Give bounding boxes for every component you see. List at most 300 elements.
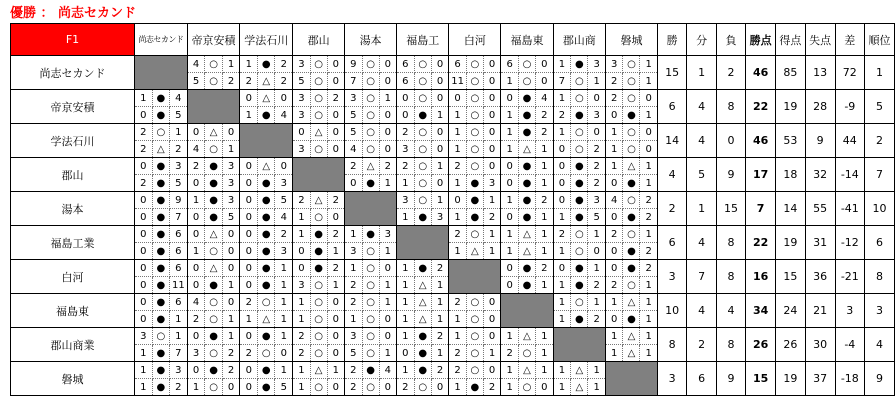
- score-for: 0: [606, 175, 623, 192]
- row-team-name: 郡山商業: [11, 328, 135, 362]
- score-against: 0: [327, 56, 344, 73]
- match-result-cell: [397, 192, 449, 226]
- stat-goals-for: 24: [776, 294, 806, 328]
- score-for: 2: [240, 294, 257, 311]
- col-header-team: 帝京安積: [187, 24, 240, 56]
- match-result-cell: [134, 226, 187, 260]
- result-mark: ○: [310, 90, 327, 107]
- score-against: 0: [436, 143, 444, 155]
- score-for: 3: [293, 141, 310, 158]
- self-match-cell: [240, 124, 293, 158]
- result-mark: △: [310, 192, 327, 209]
- stat-goals-for: 14: [776, 192, 806, 226]
- stat-losses: 8: [716, 90, 745, 124]
- result-mark: ●: [518, 107, 535, 124]
- score-against: 3: [593, 109, 600, 121]
- stat-points: 22: [746, 226, 776, 260]
- score-against: 0: [332, 75, 340, 87]
- score-for: 1: [293, 311, 310, 328]
- score-against: 2: [541, 109, 548, 121]
- score-for: 1: [240, 107, 257, 124]
- score-against: 4: [280, 211, 287, 223]
- result-mark: ○: [623, 141, 640, 158]
- result-mark: ○: [258, 345, 275, 362]
- result-mark: ○: [623, 90, 640, 107]
- score-for: 1: [345, 260, 362, 277]
- score-against: 2: [431, 328, 448, 345]
- result-mark: ●: [466, 209, 483, 226]
- stat-goals-against: 9: [805, 124, 835, 158]
- match-result-cell: [553, 158, 605, 192]
- score-for: 0: [449, 90, 466, 107]
- score-against: 1: [431, 294, 448, 311]
- col-header-stat: 勝: [657, 24, 686, 56]
- score-against: 1: [541, 279, 548, 291]
- result-mark: ○: [362, 90, 379, 107]
- score-for: 1: [293, 209, 310, 226]
- result-mark: ○: [414, 192, 431, 209]
- score-against: 1: [222, 328, 239, 345]
- score-against: 1: [275, 260, 292, 277]
- result-mark: ○: [205, 294, 222, 311]
- score-against: 1: [175, 313, 182, 325]
- score-for: 0: [501, 158, 518, 175]
- score-against: 2: [645, 211, 652, 223]
- score-for: 0: [397, 345, 414, 362]
- score-against: 0: [640, 90, 657, 107]
- match-result-cell: [240, 260, 293, 294]
- stat-points: 26: [746, 328, 776, 362]
- match-result-cell: [605, 192, 657, 226]
- result-mark: ●: [362, 362, 379, 379]
- match-result-cell: [605, 56, 657, 90]
- match-result-cell: [345, 328, 397, 362]
- match-result-cell: [501, 260, 553, 294]
- result-mark: ●: [258, 379, 275, 396]
- match-result-cell: [293, 124, 345, 158]
- result-mark: ○: [466, 73, 483, 90]
- match-result-cell: [605, 328, 657, 362]
- score-against: 1: [645, 279, 652, 291]
- match-result-cell: [240, 56, 293, 90]
- score-for: 3: [293, 90, 310, 107]
- result-mark: ●: [571, 311, 588, 328]
- stat-goals-against: 21: [805, 294, 835, 328]
- stat-draws: 7: [687, 260, 716, 294]
- score-against: 0: [483, 158, 500, 175]
- score-for: 1: [293, 226, 310, 243]
- score-for: 4: [188, 141, 205, 158]
- result-mark: ●: [414, 362, 431, 379]
- score-against: 0: [588, 90, 605, 107]
- score-against: 1: [536, 158, 553, 175]
- match-result-cell: [134, 294, 187, 328]
- score-against: 2: [593, 177, 600, 189]
- score-against: 1: [227, 279, 235, 291]
- result-mark: △: [518, 362, 535, 379]
- match-result-cell: [187, 124, 240, 158]
- stat-goals-for: 19: [776, 362, 806, 396]
- match-result-cell: [187, 362, 240, 396]
- score-for: 1: [293, 294, 310, 311]
- result-mark: ●: [152, 294, 169, 311]
- result-mark: ○: [571, 90, 588, 107]
- score-for: 2: [345, 294, 362, 311]
- score-against: 0: [593, 245, 600, 257]
- score-against: 0: [541, 381, 548, 393]
- score-for: 0: [135, 311, 152, 328]
- result-mark: ○: [310, 73, 327, 90]
- stat-rank: 7: [865, 158, 895, 192]
- score-for: 0: [240, 175, 257, 192]
- score-for: 0: [240, 362, 257, 379]
- result-mark: ○: [623, 277, 640, 294]
- score-against: 1: [645, 347, 652, 359]
- score-for: 2: [606, 226, 623, 243]
- match-result-cell: [134, 328, 187, 362]
- stat-wins: 4: [657, 158, 686, 192]
- score-against: 2: [275, 226, 292, 243]
- match-result-cell: [449, 158, 501, 192]
- stat-goals-for: 15: [776, 260, 806, 294]
- match-result-cell: [553, 124, 605, 158]
- stat-goals-against: 31: [805, 226, 835, 260]
- match-result-cell: [397, 124, 449, 158]
- score-for: 1: [554, 311, 571, 328]
- result-mark: ●: [466, 379, 483, 396]
- result-mark: ●: [466, 175, 483, 192]
- score-for: 1: [397, 328, 414, 345]
- score-for: 0: [501, 277, 518, 294]
- score-for: 2: [135, 141, 152, 158]
- result-mark: ○: [362, 328, 379, 345]
- score-for: 7: [554, 73, 571, 90]
- score-for: 6: [501, 56, 518, 73]
- score-against: 1: [483, 226, 500, 243]
- score-for: 3: [606, 56, 623, 73]
- result-mark: ●: [258, 192, 275, 209]
- stat-rank: 3: [865, 294, 895, 328]
- col-header-team: 磐城: [605, 24, 657, 56]
- score-for: 2: [449, 294, 466, 311]
- score-against: 0: [488, 75, 496, 87]
- score-against: 3: [169, 158, 186, 175]
- score-for: 2: [397, 379, 414, 396]
- match-result-cell: [134, 192, 187, 226]
- score-against: 0: [384, 313, 391, 325]
- match-result-cell: [449, 226, 501, 260]
- result-mark: ○: [362, 141, 379, 158]
- score-against: 2: [593, 313, 600, 325]
- score-for: 2: [554, 107, 571, 124]
- result-mark: ○: [466, 90, 483, 107]
- score-for: 0: [606, 243, 623, 260]
- champion-title: 優勝 ： 尚志セカンド: [10, 6, 137, 21]
- result-mark: △: [623, 158, 640, 175]
- result-mark: △: [258, 90, 275, 107]
- stat-draws: 1: [687, 56, 716, 90]
- score-against: 7: [175, 211, 182, 223]
- result-mark: ●: [310, 260, 327, 277]
- match-result-cell: [449, 362, 501, 396]
- score-for: 0: [240, 243, 257, 260]
- score-for: 3: [293, 277, 310, 294]
- result-mark: ●: [258, 107, 275, 124]
- score-for: 3: [188, 345, 205, 362]
- score-against: 2: [280, 75, 287, 87]
- score-for: 0: [606, 209, 623, 226]
- result-mark: ●: [518, 192, 535, 209]
- score-for: 5: [188, 73, 205, 90]
- score-for: 5: [345, 345, 362, 362]
- match-result-cell: [449, 124, 501, 158]
- result-mark: ○: [623, 192, 640, 209]
- result-mark: ○: [414, 379, 431, 396]
- result-mark: ●: [205, 328, 222, 345]
- score-against: 0: [483, 294, 500, 311]
- match-result-cell: [134, 158, 187, 192]
- result-mark: △: [623, 294, 640, 311]
- result-mark: ○: [518, 56, 535, 73]
- stat-goal-diff: -14: [835, 158, 865, 192]
- match-result-cell: [449, 90, 501, 124]
- result-mark: ○: [152, 328, 169, 345]
- score-against: 0: [332, 381, 340, 393]
- score-for: 1: [240, 311, 257, 328]
- score-for: 1: [449, 175, 466, 192]
- col-header-stat: 負: [716, 24, 745, 56]
- result-mark: ●: [623, 107, 640, 124]
- self-match-cell: [501, 294, 553, 328]
- stat-rank: 4: [865, 328, 895, 362]
- score-for: 0: [554, 141, 571, 158]
- match-result-cell: [134, 260, 187, 294]
- row-team-name: 福島東: [11, 294, 135, 328]
- result-mark: △: [623, 345, 640, 362]
- score-for: 0: [293, 260, 310, 277]
- score-against: 0: [275, 158, 292, 175]
- result-mark: ●: [152, 107, 169, 124]
- score-against: 2: [327, 226, 344, 243]
- team-row: [11, 56, 895, 90]
- stat-rank: 9: [865, 362, 895, 396]
- score-against: 1: [488, 347, 496, 359]
- col-header-team: 湯本: [345, 24, 397, 56]
- score-for: 1: [554, 379, 571, 396]
- score-for: 1: [397, 175, 414, 192]
- score-for: 2: [188, 158, 205, 175]
- score-against: 5: [280, 381, 287, 393]
- score-against: 0: [431, 124, 448, 141]
- score-for: 0: [188, 328, 205, 345]
- result-mark: ○: [571, 73, 588, 90]
- score-for: 0: [240, 158, 257, 175]
- team-row: [11, 362, 895, 396]
- score-for: 0: [135, 158, 152, 175]
- score-against: 1: [227, 313, 235, 325]
- score-for: 4: [606, 192, 623, 209]
- match-result-cell: [345, 158, 397, 192]
- score-against: 0: [227, 245, 235, 257]
- score-against: 0: [332, 143, 340, 155]
- score-against: 1: [332, 279, 340, 291]
- score-for: 9: [345, 56, 362, 73]
- result-mark: ○: [466, 124, 483, 141]
- result-mark: ○: [466, 226, 483, 243]
- score-against: 4: [536, 90, 553, 107]
- result-mark: ○: [310, 345, 327, 362]
- score-against: 2: [327, 260, 344, 277]
- score-for: 0: [240, 260, 257, 277]
- match-result-cell: [187, 56, 240, 90]
- result-mark: ●: [414, 209, 431, 226]
- match-result-cell: [605, 90, 657, 124]
- score-against: 0: [332, 109, 340, 121]
- score-against: 0: [332, 347, 340, 359]
- score-against: 1: [384, 279, 391, 291]
- result-mark: △: [414, 311, 431, 328]
- self-match-cell: [293, 158, 345, 192]
- score-against: 0: [483, 124, 500, 141]
- score-against: 0: [384, 109, 391, 121]
- stat-goals-for: 18: [776, 158, 806, 192]
- score-against: 1: [436, 313, 444, 325]
- score-for: 6: [397, 73, 414, 90]
- score-for: 0: [188, 124, 205, 141]
- match-result-cell: [397, 294, 449, 328]
- score-for: 0: [240, 328, 257, 345]
- row-team-name: 湯本: [11, 192, 135, 226]
- result-mark: △: [466, 243, 483, 260]
- stat-draws: 1: [687, 192, 716, 226]
- stat-goals-against: 37: [805, 362, 835, 396]
- stat-draws: 4: [687, 90, 716, 124]
- stat-wins: 2: [657, 192, 686, 226]
- stat-draws: 4: [687, 294, 716, 328]
- result-mark: ●: [362, 226, 379, 243]
- stat-rank: 1: [865, 56, 895, 90]
- stat-losses: 8: [716, 260, 745, 294]
- score-against: 0: [222, 260, 239, 277]
- result-mark: ○: [310, 277, 327, 294]
- match-result-cell: [345, 260, 397, 294]
- score-for: 1: [449, 243, 466, 260]
- score-against: 1: [436, 279, 444, 291]
- match-result-cell: [240, 90, 293, 124]
- stat-goal-diff: -12: [835, 226, 865, 260]
- match-result-cell: [345, 90, 397, 124]
- match-result-cell: [134, 124, 187, 158]
- result-mark: ●: [310, 243, 327, 260]
- score-for: 0: [554, 175, 571, 192]
- score-for: 1: [449, 328, 466, 345]
- stat-draws: 6: [687, 362, 716, 396]
- stat-goals-against: 30: [805, 328, 835, 362]
- row-team-name: 郡山: [11, 158, 135, 192]
- col-header-team: 尚志セカンド: [134, 24, 187, 56]
- stat-goal-diff: 3: [835, 294, 865, 328]
- score-against: 6: [169, 260, 186, 277]
- score-for: 0: [135, 277, 152, 294]
- score-against: 0: [222, 294, 239, 311]
- stat-losses: 4: [716, 294, 745, 328]
- result-mark: ●: [205, 362, 222, 379]
- match-result-cell: [553, 362, 605, 396]
- result-mark: ○: [310, 328, 327, 345]
- match-result-cell: [293, 362, 345, 396]
- stat-points: 22: [746, 90, 776, 124]
- score-for: 1: [397, 277, 414, 294]
- score-against: 1: [645, 75, 652, 87]
- stat-rank: 2: [865, 124, 895, 158]
- score-against: 0: [379, 328, 396, 345]
- stat-losses: 9: [716, 362, 745, 396]
- score-for: 1: [606, 124, 623, 141]
- score-for: 0: [606, 260, 623, 277]
- stat-losses: 0: [716, 124, 745, 158]
- stat-goal-diff: -9: [835, 90, 865, 124]
- score-for: 0: [135, 192, 152, 209]
- stat-goal-diff: 72: [835, 56, 865, 90]
- result-mark: ○: [466, 311, 483, 328]
- score-for: 1: [501, 107, 518, 124]
- result-mark: ●: [571, 209, 588, 226]
- score-against: 0: [488, 143, 496, 155]
- score-against: 9: [169, 192, 186, 209]
- match-result-cell: [553, 226, 605, 260]
- result-mark: ●: [258, 209, 275, 226]
- score-for: 1: [397, 209, 414, 226]
- team-row: [11, 158, 895, 192]
- score-for: 0: [397, 90, 414, 107]
- score-against: 3: [280, 177, 287, 189]
- score-against: 2: [588, 158, 605, 175]
- result-mark: ●: [205, 192, 222, 209]
- result-mark: ○: [362, 345, 379, 362]
- stat-draws: 5: [687, 158, 716, 192]
- result-mark: ○: [362, 294, 379, 311]
- score-against: 2: [593, 143, 600, 155]
- score-for: 0: [554, 158, 571, 175]
- score-for: 5: [345, 107, 362, 124]
- result-mark: ○: [310, 294, 327, 311]
- match-result-cell: [293, 328, 345, 362]
- score-against: 0: [332, 211, 340, 223]
- result-mark: ○: [414, 158, 431, 175]
- result-mark: ○: [362, 311, 379, 328]
- score-against: 2: [488, 381, 496, 393]
- match-result-cell: [240, 158, 293, 192]
- score-for: 6: [397, 56, 414, 73]
- score-for: 0: [135, 209, 152, 226]
- match-result-cell: [187, 294, 240, 328]
- score-for: 1: [501, 328, 518, 345]
- score-against: 0: [588, 124, 605, 141]
- match-result-cell: [293, 90, 345, 124]
- match-result-cell: [187, 328, 240, 362]
- score-against: 4: [280, 109, 287, 121]
- score-against: 6: [169, 294, 186, 311]
- col-header-team: 白河: [449, 24, 501, 56]
- match-result-cell: [553, 56, 605, 90]
- match-result-cell: [134, 362, 187, 396]
- score-against: 0: [384, 75, 391, 87]
- score-against: 1: [488, 245, 496, 257]
- result-mark: △: [152, 141, 169, 158]
- score-for: 3: [293, 56, 310, 73]
- score-for: 2: [293, 345, 310, 362]
- result-mark: ○: [466, 345, 483, 362]
